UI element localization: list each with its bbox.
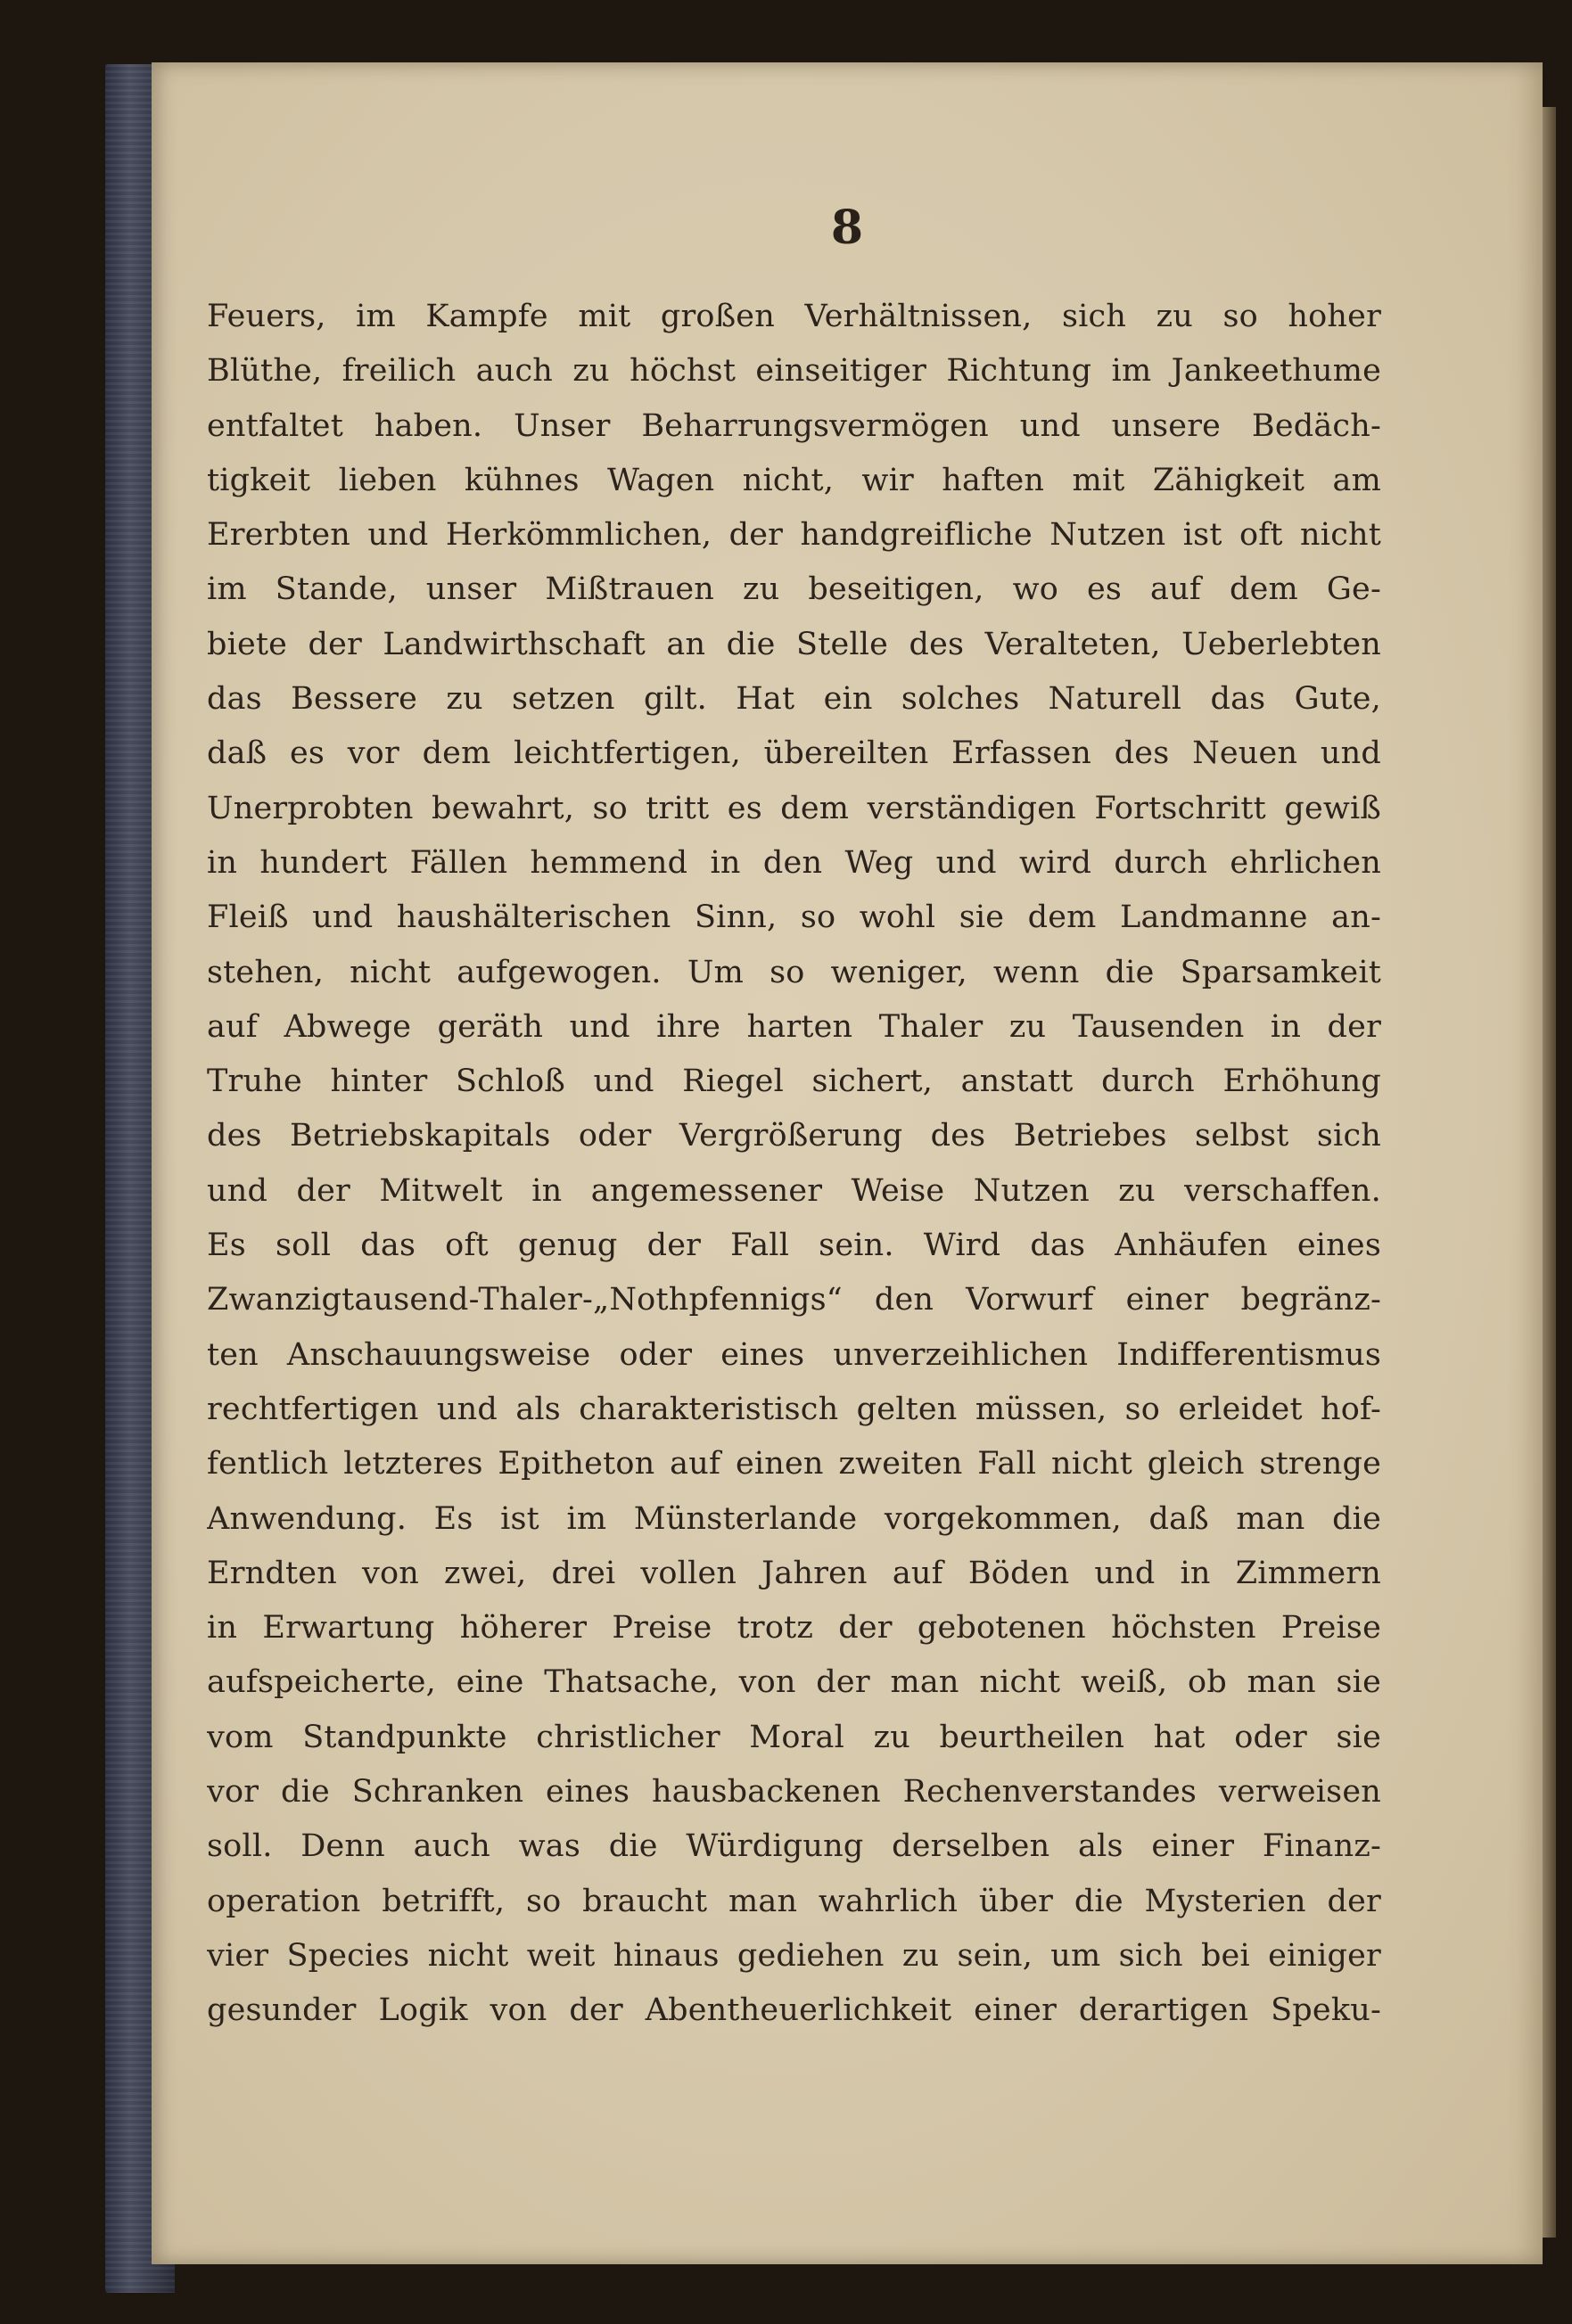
text-line: Blüthe, freilich auch zu höchst einseitiger Richtung im Jankeethume (207, 353, 1381, 390)
text-line: Zwanzigtausend-Thaler-„Nothpfennigs“ den Vorwurf einer begränz- (207, 1282, 1381, 1318)
text-line: daß es vor dem leichtfertigen, übereilten Erfassen des Neuen und (207, 735, 1381, 772)
text-line: Erndten von zwei, drei vollen Jahren auf Böden und in Zimmern (207, 1555, 1381, 1591)
text-line: entfaltet haben. Unser Beharrungsvermögen und unsere Bedäch- (207, 407, 1381, 444)
text-line: gesunder Logik von der Abentheuerlichkeit einer derartigen Speku- (207, 1992, 1381, 2029)
text-line: Ererbten und Herkömmlichen, der handgreifliche Nutzen ist oft nicht (207, 517, 1381, 554)
text-line: aufspeicherte, eine Thatsache, von der man nicht weiß, ob man sie (207, 1664, 1381, 1701)
text-line: vom Standpunkte christlicher Moral zu beurtheilen hat oder sie (207, 1719, 1381, 1755)
text-line: im Stande, unser Mißtrauen zu beseitigen, wo es auf dem Ge- (207, 571, 1381, 608)
text-line: vier Species nicht weit hinaus gediehen zu sein, um sich bei einiger (207, 1937, 1381, 1974)
text-line: Es soll das oft genug der Fall sein. Wird das Anhäufen eines (207, 1228, 1381, 1264)
text-line: Truhe hinter Schloß und Riegel sichert, anstatt durch Erhöhung (207, 1063, 1381, 1100)
text-line: das Bessere zu setzen gilt. Hat ein solches Naturell das Gute, (207, 681, 1381, 718)
text-line: biete der Landwirthschaft an die Stelle des Veralteten, Ueberlebten (207, 626, 1381, 662)
text-line: Feuers, im Kampfe mit großen Verhältnissen, sich zu so hoher (207, 299, 1381, 334)
text-line: operation betrifft, so braucht man wahrlich über die Mysterien der (207, 1883, 1381, 1919)
text-line: vor die Schranken eines hausbackenen Rechenverstandes verweisen (207, 1774, 1381, 1811)
text-line: des Betriebskapitals oder Vergrößerung des Betriebes selbst sich (207, 1118, 1381, 1154)
text-line: Anwendung. Es ist im Münsterlande vorgekommen, daß man die (207, 1500, 1381, 1537)
body-text (207, 290, 1381, 2039)
text-line: Unerprobten bewahrt, so tritt es dem verständigen Fortschritt gewiß (207, 790, 1381, 826)
text-line: fentlich letzteres Epitheton auf einen zweiten Fall nicht gleich strenge (207, 1446, 1381, 1482)
text-line: auf Abwege geräth und ihre harten Thaler zu Tausenden in der (207, 1008, 1381, 1045)
text-line: soll. Denn auch was die Würdigung derselben als einer Finanz- (207, 1828, 1381, 1865)
text-line: in hundert Fällen hemmend in den Weg und wird durch ehrlichen (207, 844, 1381, 881)
text-line: tigkeit lieben kühnes Wagen nicht, wir haften mit Zähigkeit am (207, 462, 1381, 498)
text-line: rechtfertigen und als charakteristisch gelten müssen, so erleidet hof- (207, 1391, 1381, 1427)
text-line: Fleiß und haushälterischen Sinn, so wohl sie dem Landmanne an- (207, 899, 1381, 936)
page-number: 8 (830, 201, 864, 255)
text-line: stehen, nicht aufgewogen. Um so weniger, wenn die Sparsamkeit (207, 954, 1381, 990)
text-line: ten Anschauungsweise oder eines unverzeihlichen Indifferentismus (207, 1336, 1381, 1373)
text-line: in Erwartung höherer Preise trotz der gebotenen höchsten Preise (207, 1610, 1381, 1647)
text-line: und der Mitwelt in angemessener Weise Nutzen zu verschaffen. (207, 1172, 1381, 1209)
